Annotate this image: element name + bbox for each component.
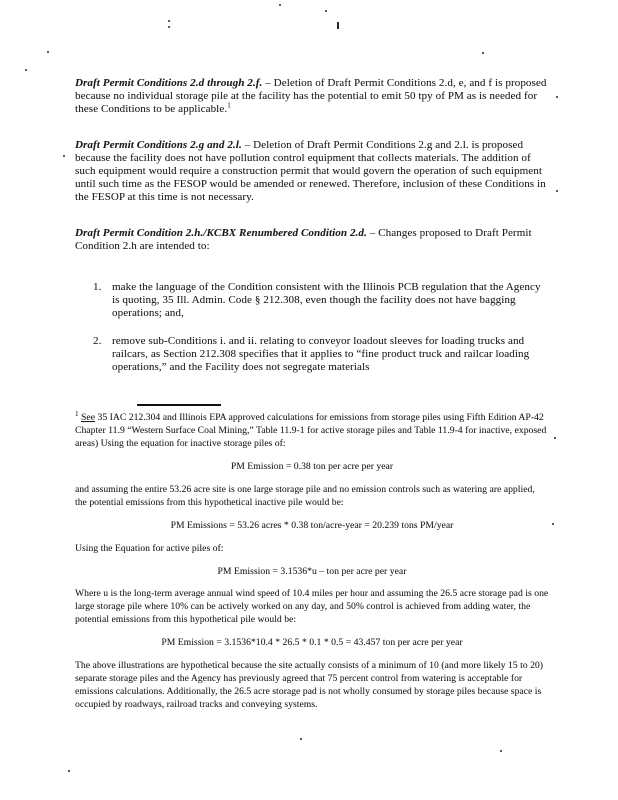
list-item-text: remove sub-Conditions i. and ii. relating to conveyor loadout sleeves for loading trucks and railcars, as Section 212.308 specifies that it applies to “fine product truck and railcar loading operations,” and the Facility does not segregate materials [112,334,530,374]
footnote-block [75,412,549,711]
footnote-see-citation: See [81,412,96,424]
paragraph-condition-2h-kcbx [75,227,549,253]
equation-active-pile-result: PM Emission = 3.1536*10.4 * 26.5 * 0.1 * 0.5 = 43.457 ton per acre per year [161,637,463,649]
scan-speckle [556,190,558,192]
list-item-number: 2. [93,334,102,347]
paragraph-lead-bold-italic: Draft Permit Conditions 2.g and 2.l. [75,138,242,151]
scan-speckle [556,96,558,98]
paragraph-conditions-2d-2f [75,77,549,117]
document-body [75,77,549,722]
footnote-assumption-paragraph: and assuming the entire 53.26 acre site is one large storage pile and no emission controls such as watering are applied, the potential emissions from this hypothetical inactive pile would be: [75,483,535,508]
paragraph-lead-bold-italic: Draft Permit Condition 2.h./KCBX Renumbered Condition 2.d. [75,226,367,239]
equation-inactive-pile: PM Emission = 0.38 ton per acre per year [230,460,394,472]
scan-speckle [300,738,302,740]
footnote-active-piles-intro: Using the Equation for active piles of: [75,542,224,554]
paragraph-conditions-2g-2l [75,139,549,205]
list-item-number: 1. [93,281,102,294]
scan-speckle [500,750,502,752]
paragraph-text: – Deletion of Draft Permit Conditions 2.d, e, and f is proposed because no individual storage pile at the facility has the potential to emit 50 tpy of PM as is needed for these Conditions to be applicable. [75,77,547,116]
list-item-text: make the language of the Condition consistent with the Illinois PCB regulation that the Agency is quoting, 35 Ill. Admin. Code § 212.308, even though the facility does not have bagging operations; and, [112,281,541,320]
scan-speckle [47,51,49,53]
scan-speckle [337,22,339,29]
footnote-number: 1 [75,410,79,419]
footnote-separator [137,404,221,406]
numbered-list [93,281,549,374]
scan-speckle [482,52,484,54]
paragraph-lead-bold-italic: Draft Permit Conditions 2.d through 2.f. [75,77,263,89]
scan-speckle [25,69,27,71]
paragraph-text: – Deletion of Draft Permit Conditions 2.g and 2.l. is proposed because the facility does not have pollution control equipment that collects materials. The addition of such equipment would require a construction permit that would govern the operation of such equipment until such time as the FESOP would be amended or renewed. Therefore, inclusion of these Conditions in the FESOP at this time is not necessary. [75,138,546,204]
footnote-wind-speed-paragraph: Where u is the long-term average annual wind speed of 10.4 miles per hour and assuming the 26.5 acre storage pad is one large storage pile where 10% can be actively worked on any day, and 50% control is achieved from adding water, the potential emissions from this hypothetical pile would be: [75,588,549,626]
scan-speckle [279,4,281,6]
footnote-intro [75,412,549,451]
scan-speckle [554,437,556,439]
scan-speckle [168,20,170,22]
scan-speckle [168,26,170,28]
footnote-illustrations-paragraph: The above illustrations are hypothetical because the site actually consists of a minimum of 10 (and more likely 15 to 20) separate storage piles and the Agency has previously agreed that 75 percent control from watering is acceptable for emissions calculations. Additionally, the 26.5 acre storage pad is not wholly consumed by storage piles because space is occupied by roadways, railroad tracks and conveying systems. [75,660,544,710]
footnote-reference-marker: 1 [227,101,231,110]
scan-speckle [63,155,65,157]
list-item [93,281,549,321]
scan-speckle [68,770,70,772]
paragraph-text: – Changes proposed to Draft Permit Condition 2.h are intended to: [75,226,532,252]
equation-inactive-pile-result: PM Emissions = 53.26 acres * 0.38 ton/acre-year = 20.239 tons PM/year [170,519,454,531]
footnote-intro-text: 35 IAC 212.304 and Illinois EPA approved calculations for emissions from storage piles using Fifth Edition AP-42 Chapter 11.9 “Western Surface Coal Mining,” Table 11.9-1 for active storage piles and Table 11.9-4 for inactive, exposed areas) Using the equation for inactive storage piles of: [75,412,547,450]
scan-speckle [552,523,554,525]
equation-active-pile: PM Emission = 3.1536*u – ton per acre per year [217,565,407,577]
scan-speckle [325,10,327,12]
list-item [93,335,549,375]
